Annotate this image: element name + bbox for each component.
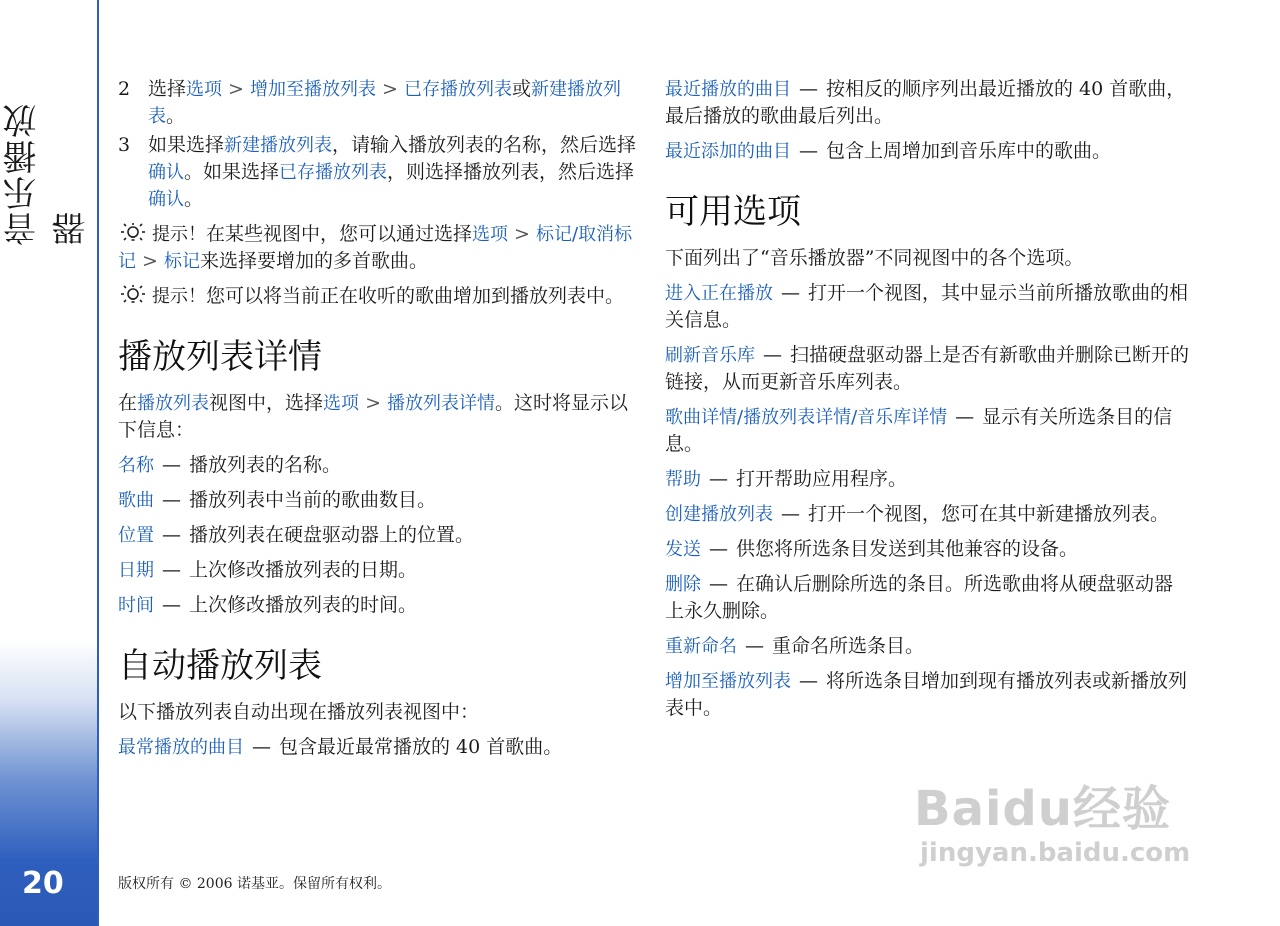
detail-term: 名称 <box>118 455 154 476</box>
option-desc: 打开一个视图，您可在其中新建播放列表。 <box>808 503 1170 525</box>
link-new-playlist: 新建播放列表 <box>148 79 622 127</box>
separator: > <box>508 223 537 245</box>
heading-available-options: 可用选项 <box>665 192 801 232</box>
copyright-footer: 版权所有 © 2006 诺基亚。保留所有权利。 <box>118 876 391 892</box>
detail-desc: 播放列表中当前的歌曲数目。 <box>189 489 437 511</box>
details-intro <box>118 390 638 444</box>
option-desc: 打开一个视图，其中显示当前所播放歌曲的相关信息。 <box>665 282 1189 331</box>
text: 。这时将显示以下信息： <box>118 392 629 441</box>
dash: — <box>781 282 800 304</box>
detail-term: 位置 <box>118 525 154 546</box>
option-desc: 打开帮助应用程序。 <box>736 468 908 490</box>
detail-item <box>118 592 638 619</box>
dash: — <box>799 140 818 162</box>
detail-desc: 上次修改播放列表的日期。 <box>189 559 418 581</box>
auto-intro: 以下播放列表自动出现在播放列表视图中： <box>118 701 480 723</box>
watermark-brand: Baidu经验 <box>914 781 1171 837</box>
baidu-watermark <box>908 760 1208 880</box>
option-term: 删除 <box>665 574 701 595</box>
text: 来选择要增加的多首歌曲。 <box>200 250 429 272</box>
dash: — <box>162 524 181 546</box>
detail-desc: 上次修改播放列表的时间。 <box>189 594 418 616</box>
section-title: 音乐播放器 <box>3 102 92 246</box>
auto-term: 最近播放的曲目 <box>665 79 791 100</box>
tip-label: 提示！ <box>152 224 206 245</box>
option-term: 增加至播放列表 <box>665 671 791 692</box>
detail-item <box>118 522 638 549</box>
link-playlist-details: 播放列表详情 <box>387 393 496 414</box>
option-term: 发送 <box>665 539 701 560</box>
lightbulb-icon <box>118 284 148 306</box>
text: 您可以将当前正在收听的歌曲增加到播放列表中。 <box>206 285 625 307</box>
tip-1 <box>118 221 638 275</box>
left-column <box>118 76 638 769</box>
detail-desc: 播放列表在硬盘驱动器上的位置。 <box>189 524 475 546</box>
heading-playlist-details: 播放列表详情 <box>118 337 322 377</box>
option-desc: 显示有关所选条目的信息。 <box>665 406 1173 455</box>
auto-item <box>665 138 1190 165</box>
option-item <box>665 633 1190 660</box>
detail-item <box>118 557 638 584</box>
text: 。 <box>184 188 204 210</box>
link-saved-playlist: 已存播放列表 <box>279 162 388 183</box>
dash: — <box>162 454 181 476</box>
detail-term: 日期 <box>118 560 154 581</box>
detail-item <box>118 487 638 514</box>
text: 选择 <box>148 78 187 100</box>
text: ，则选择播放列表，然后选择 <box>387 161 635 183</box>
text: ，请输入播放列表的名称，然后选择 <box>332 134 637 156</box>
link-confirm: 确认 <box>148 162 184 183</box>
option-item <box>665 571 1190 625</box>
option-desc: 扫描硬盘驱动器上是否有新歌曲并删除已断开的链接，从而更新音乐库列表。 <box>665 344 1190 393</box>
option-term: 歌曲详情/播放列表详情/音乐库详情 <box>665 407 948 428</box>
link-add-to-playlist: 增加至播放列表 <box>250 79 377 100</box>
separator: > <box>136 250 164 272</box>
dash: — <box>799 78 818 100</box>
option-term: 刷新音乐库 <box>665 345 755 366</box>
tip-2 <box>118 283 638 310</box>
dash: — <box>162 594 181 616</box>
dash: — <box>162 559 181 581</box>
dash: — <box>955 406 975 428</box>
link-new-playlist: 新建播放列表 <box>224 135 333 156</box>
dash: — <box>162 489 181 511</box>
detail-term: 时间 <box>118 595 154 616</box>
lightbulb-icon <box>118 222 148 244</box>
text: 。如果选择 <box>184 161 280 183</box>
dash: — <box>709 468 728 490</box>
step-number: 2 <box>118 78 131 100</box>
link-confirm: 确认 <box>148 189 184 210</box>
text: 。 <box>166 105 186 127</box>
option-item <box>665 404 1190 458</box>
text: 或 <box>512 78 532 100</box>
link-mark: 标记 <box>164 251 200 272</box>
auto-desc: 包含上周增加到音乐库中的歌曲。 <box>826 140 1112 162</box>
option-desc: 重命名所选条目。 <box>772 635 925 657</box>
auto-desc: 包含最近最常播放的 40 首歌曲。 <box>279 736 563 758</box>
option-item <box>665 536 1190 563</box>
option-desc: 在确认后删除所选的条目。所选歌曲将从硬盘驱动器上永久删除。 <box>665 573 1174 622</box>
option-desc: 将所选条目增加到现有播放列表或新播放列表中。 <box>665 670 1188 719</box>
option-term: 重新命名 <box>665 636 737 657</box>
heading-auto-playlists: 自动播放列表 <box>118 646 322 686</box>
step-text <box>148 132 638 213</box>
text: 如果选择 <box>148 134 225 156</box>
option-term: 创建播放列表 <box>665 504 773 525</box>
watermark-url: jingyan.baidu.com <box>920 838 1191 868</box>
dash: — <box>799 670 818 692</box>
separator: > <box>376 78 405 100</box>
page-number: 20 <box>22 866 64 901</box>
auto-term: 最近添加的曲目 <box>665 141 791 162</box>
dash: — <box>763 344 782 366</box>
option-term: 进入正在播放 <box>665 283 773 304</box>
text: 在某些视图中，您可以通过选择 <box>206 223 473 245</box>
separator: > <box>359 392 388 414</box>
dash: — <box>781 503 800 525</box>
link-options: 选项 <box>186 79 223 100</box>
option-item <box>665 466 1190 493</box>
auto-item <box>665 76 1190 130</box>
tip-label: 提示！ <box>152 286 206 307</box>
option-desc: 供您将所选条目发送到其他兼容的设备。 <box>736 538 1079 560</box>
text: 视图中，选择 <box>209 392 324 414</box>
option-item <box>665 342 1190 396</box>
step-number: 3 <box>118 134 131 156</box>
dash: — <box>745 635 764 657</box>
options-intro: 下面列出了“音乐播放器”不同视图中的各个选项。 <box>665 247 1084 269</box>
option-term: 帮助 <box>665 469 701 490</box>
option-item <box>665 280 1190 334</box>
auto-term: 最常播放的曲目 <box>118 737 244 758</box>
separator: > <box>222 78 251 100</box>
auto-item <box>118 734 638 761</box>
link-options: 选项 <box>472 224 509 245</box>
option-item <box>665 668 1190 722</box>
step-3 <box>118 132 638 213</box>
link-playlist: 播放列表 <box>137 393 210 414</box>
option-item <box>665 501 1190 528</box>
dash: — <box>709 573 728 595</box>
detail-desc: 播放列表的名称。 <box>189 454 342 476</box>
link-mark-unmark: 标记/取消标记 <box>118 224 633 272</box>
step-text <box>148 76 638 130</box>
sidebar-divider <box>97 0 99 926</box>
step-2 <box>118 76 638 130</box>
auto-desc: 按相反的顺序列出最近播放的 40 首歌曲，最后播放的歌曲最后列出。 <box>665 78 1186 127</box>
text: 在 <box>118 392 138 414</box>
link-saved-playlist: 已存播放列表 <box>404 79 513 100</box>
detail-item <box>118 452 638 479</box>
link-options: 选项 <box>323 393 360 414</box>
detail-term: 歌曲 <box>118 490 154 511</box>
dash: — <box>709 538 728 560</box>
right-column <box>665 76 1190 730</box>
dash: — <box>252 736 271 758</box>
